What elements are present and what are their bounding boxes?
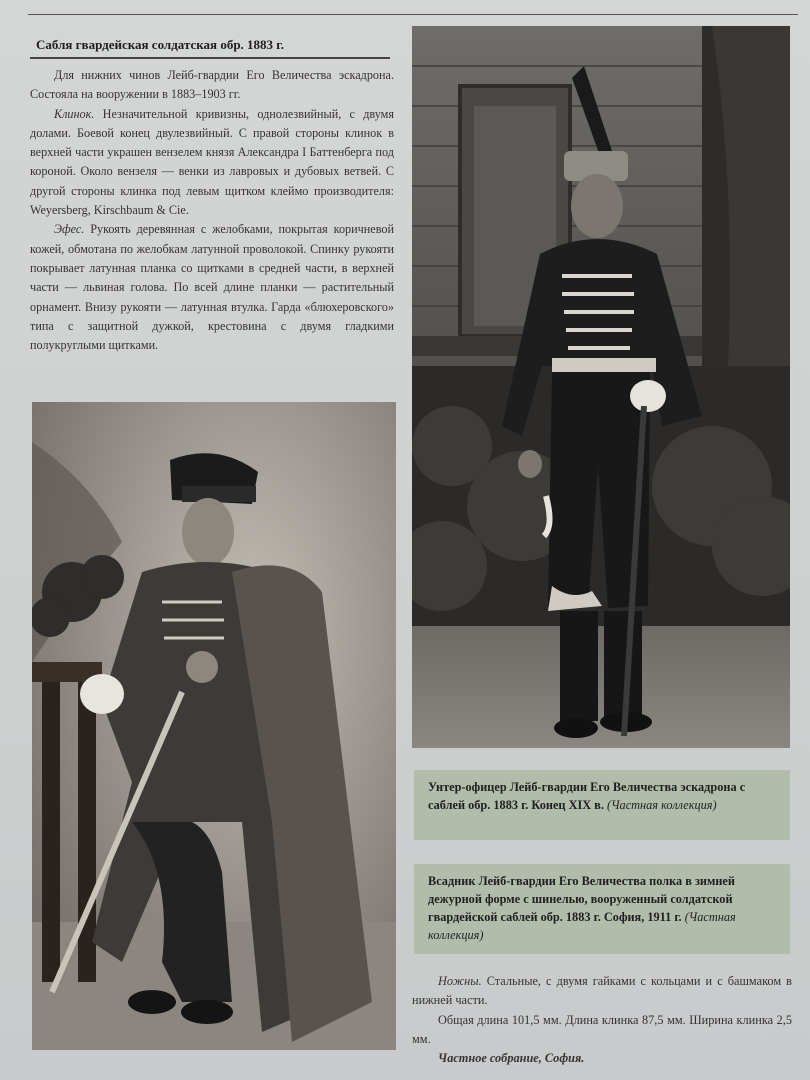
caption-standing-soldier <box>414 770 790 840</box>
photo-standing-soldier <box>412 26 790 748</box>
title-rule <box>30 57 390 59</box>
paragraph-intro <box>30 66 394 105</box>
caption-seated-cavalryman <box>414 864 790 954</box>
paragraph-hilt-lead: Эфес. <box>54 222 85 237</box>
photo-seated-cavalryman-image <box>32 402 396 1050</box>
dimensions-paragraph: Общая длина 101,5 мм. Длина клинка 87,5 мм. Ширина клинка 2,5 мм. <box>412 1012 792 1046</box>
top-rule <box>28 14 798 15</box>
scabbard-lead: Ножны. <box>438 974 482 988</box>
caption-seated-cavalryman-note: (Частная коллекция) <box>428 910 736 942</box>
paragraph-blade-text: Незначительной кривизны, однолезвийный, с двумя долами. Боевой конец двулезвийный. С правой стороны клинок в верхней части украшен вензелем князя Александра I Баттенберга под короной. Около вензеля — венки из лавровых и дубовых ветвей. С другой стороны клинка под левым щитком клеймо производителя: Weyersberg, Kirschbaum & Cie. <box>30 106 394 218</box>
paragraph-intro-text: Для нижних чинов Лейб-гвардии Его Величества эскадрона. Состояла на вооружении в 1883–1903 гг. <box>30 68 394 102</box>
article-text <box>30 66 394 355</box>
scabbard-text: Стальные, с двумя гайками с кольцами и с башмаком в нижней части. <box>412 974 792 1008</box>
photo-seated-cavalryman <box>32 402 396 1050</box>
photo-standing-soldier-image <box>412 26 790 748</box>
source-paragraph: Частное собрание, София. <box>438 1051 585 1066</box>
paragraph-hilt-text: Рукоять деревянная с желобками, покрытая коричневой кожей, обмотана по желобкам латунной проволокой. Спинку рукояти покрывает латунная планка со щитками в средней части, в верхней части — львиная голова. По всей длине планки — растительный орнамент. Внизу рукояти — латунная втулка. Гарда «блюхеровского» типа с защитной дужкой, крестовина с двумя гладкими полукруглыми щитками. <box>30 222 394 353</box>
caption-standing-soldier-text: Унтер-офицер Лейб-гвардии Его Величества эскадрона с саблей обр. 1883 г. Конец XIX в. <box>428 780 746 812</box>
section-title: Сабля гвардейская солдатская обр. 1883 г. <box>36 37 284 52</box>
paragraph-blade <box>30 105 394 221</box>
caption-standing-soldier-note: (Частная коллекция) <box>606 798 717 812</box>
caption-seated-cavalryman-text: Всадник Лейб-гвардии Его Величества полка в зимней дежурной форме с шинелью, вооруженный солдатской гвардейской саблей обр. 1883 г. София, 1911 г. <box>428 874 735 924</box>
scabbard-description <box>412 972 792 1068</box>
paragraph-hilt <box>30 220 394 355</box>
scabbard-paragraph <box>412 972 792 1011</box>
paragraph-blade-lead: Клинок. <box>54 106 95 121</box>
